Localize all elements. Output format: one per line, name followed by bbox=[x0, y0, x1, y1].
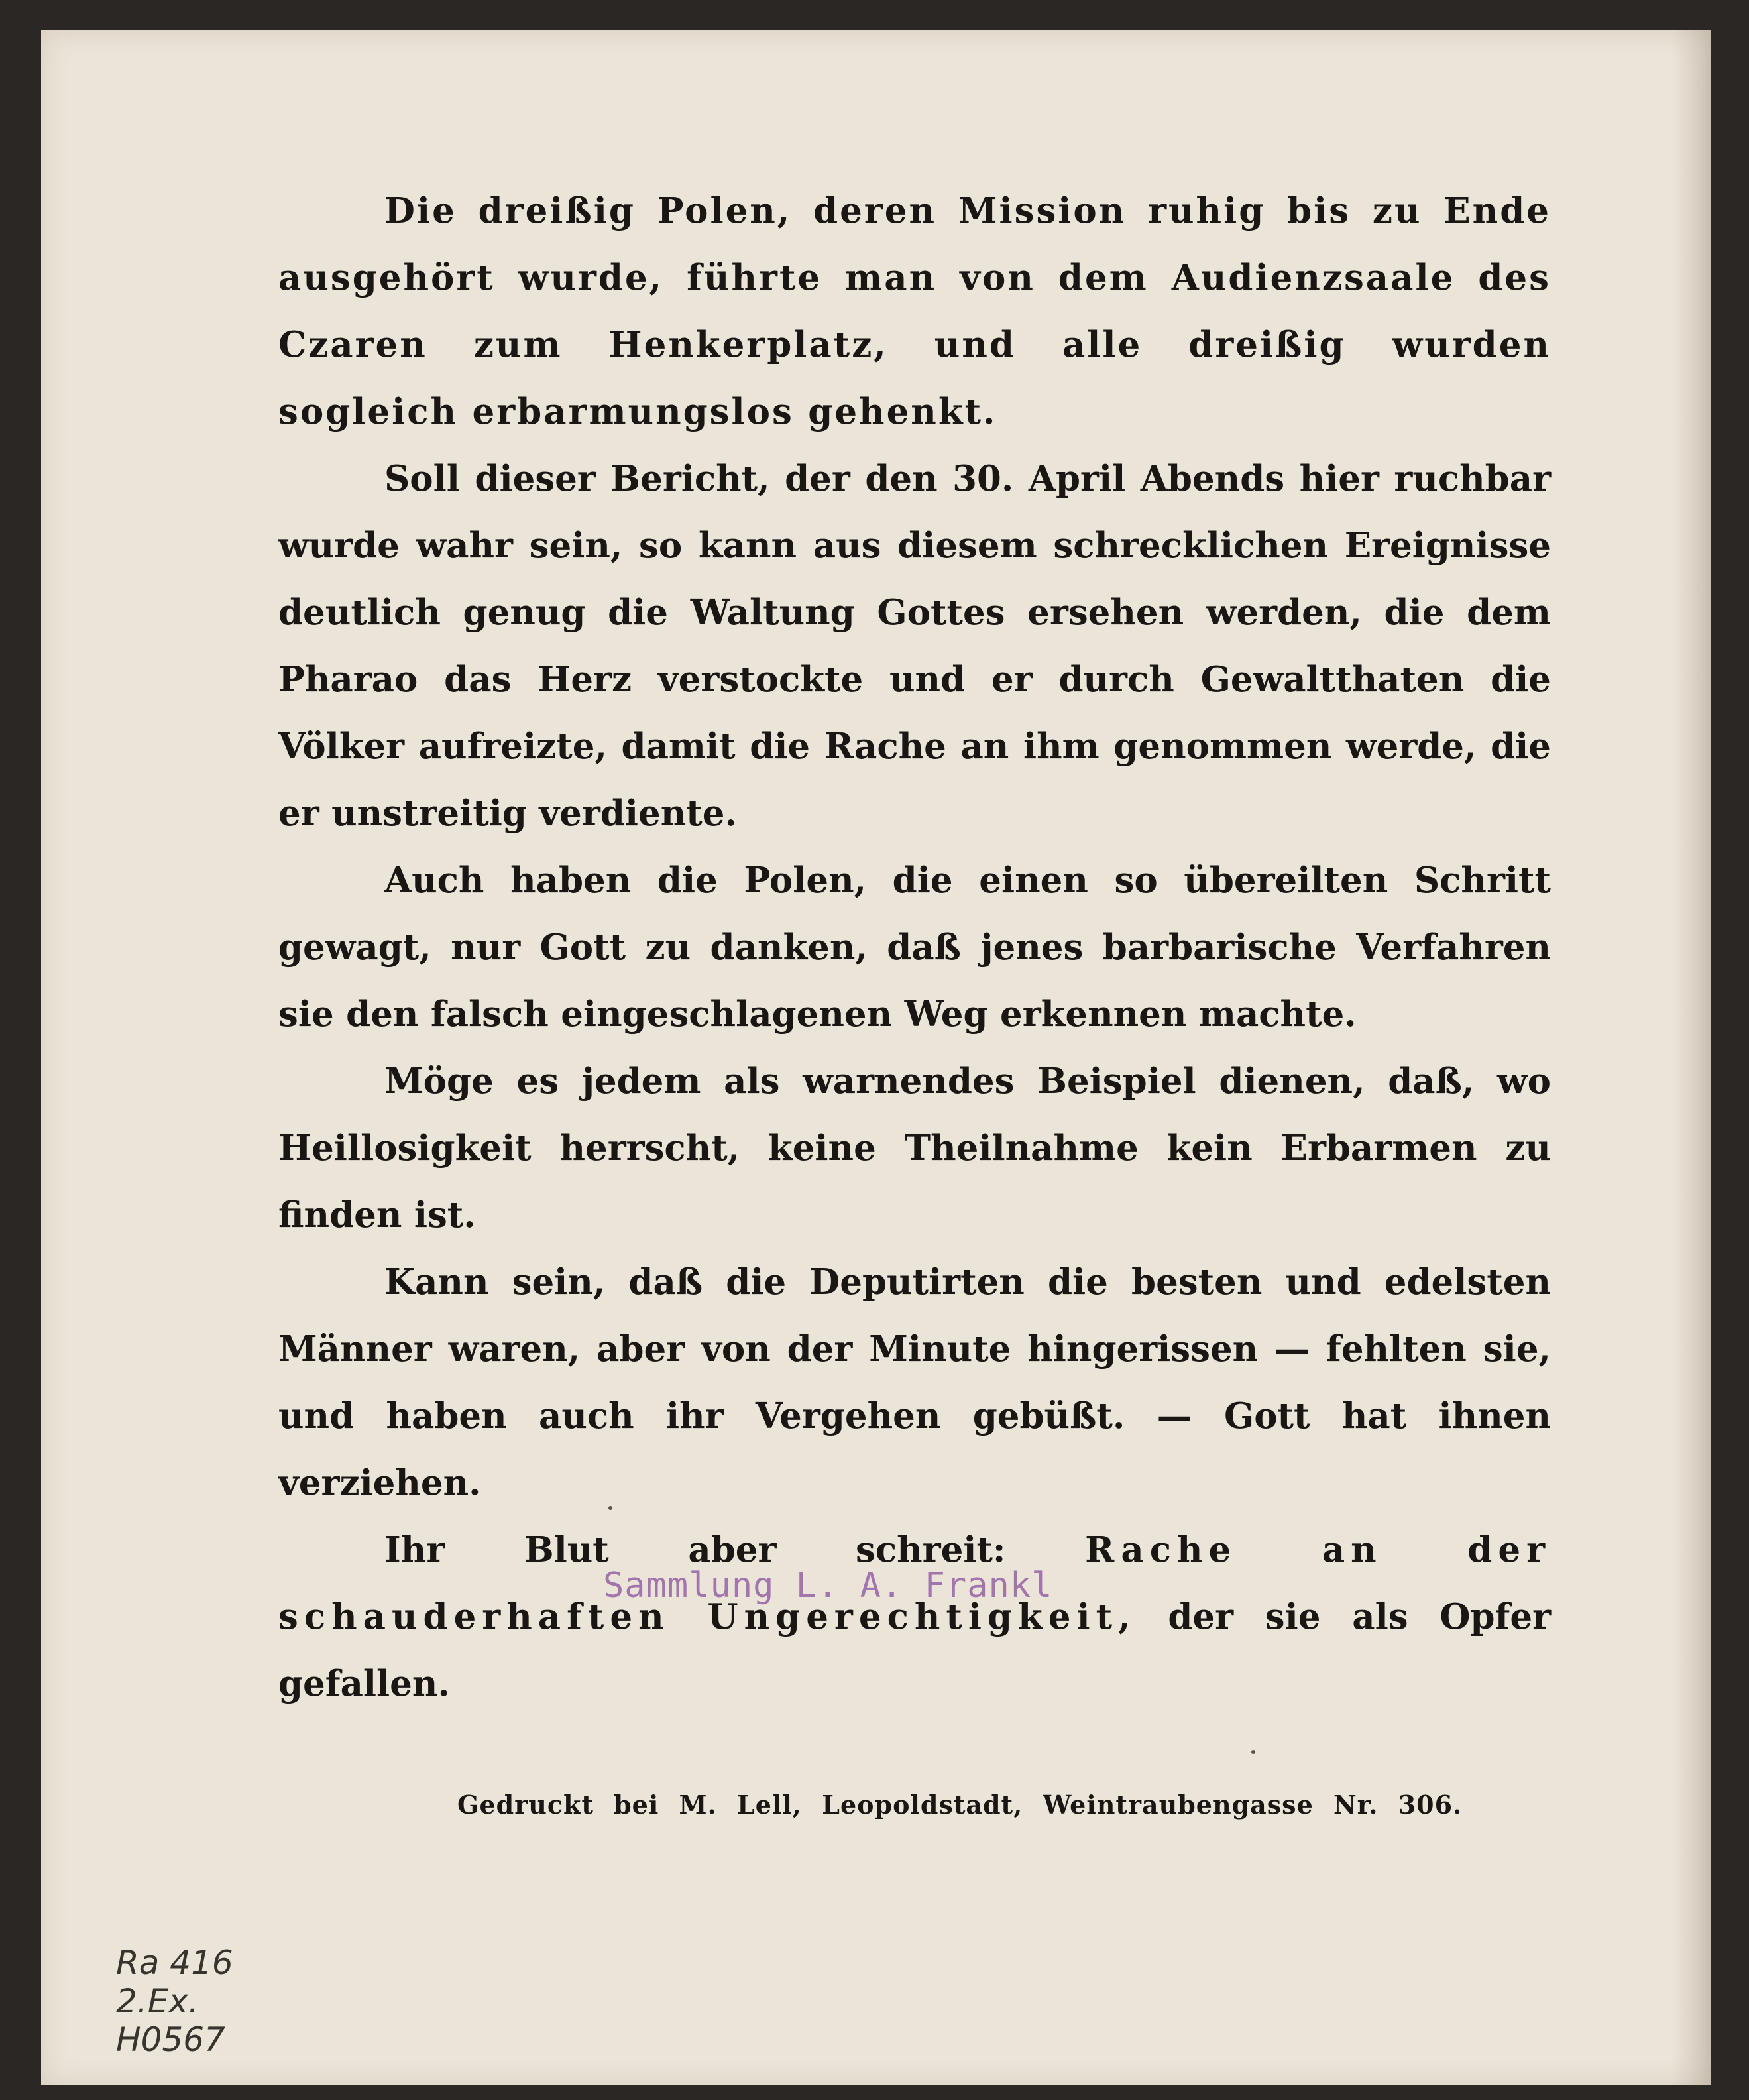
paragraph-6 bbox=[278, 1517, 1551, 1718]
paragraph-6-emphasis: Rache an der schauderhaften Ungerechtigkeit, bbox=[278, 1529, 1552, 1637]
handwritten-shelfmark bbox=[116, 1944, 315, 2059]
paragraph-5: Kann sein, daß die Deputirten die besten und edelsten Männer waren, aber von der Minute hingerissen — fehlten sie, und haben auch ihr Vergehen gebüßt. — Gott hat ihnen verziehen. bbox=[278, 1261, 1551, 1503]
shelfmark-line-2: H0567 bbox=[116, 2020, 225, 2059]
shelfmark-line-1: Ra 416 2.Ex. bbox=[116, 1944, 233, 2020]
paper-shadow-edge bbox=[1671, 30, 1711, 2085]
paragraph-6-tail: der sie als Opfer gefallen. bbox=[278, 1596, 1551, 1704]
paragraph-2: Soll dieser Bericht, der den 30. April Abends hier ruchbar wurde wahr sein, so kann aus diesem schrecklichen Ereignisse deutlich genug die Waltung Gottes ersehen werden, die dem Pharao das Herz verstockte und er durch Gewaltthaten die Völker aufreizte, damit die Rache an ihm genommen werde, die er unstreitig verdiente. bbox=[278, 458, 1551, 834]
paragraph-4: Möge es jedem als warnendes Beispiel dienen, daß, wo Heillosigkeit herrscht, keine Theilnahme kein Erbarmen zu finden ist. bbox=[278, 1061, 1551, 1236]
ink-speck bbox=[608, 1506, 612, 1510]
document-body bbox=[278, 178, 1551, 1718]
printer-imprint: Gedruckt bei M. Lell, Leopoldstadt, Weintraubengasse Nr. 306. bbox=[457, 1790, 1463, 1820]
collection-stamp: Sammlung L. A. Frankl bbox=[603, 1566, 1053, 1605]
paragraph-3: Auch haben die Polen, die einen so übereilten Schritt gewagt, nur Gott zu danken, daß jenes barbarische Verfahren sie den falsch eingeschlagenen Weg erkennen machte. bbox=[278, 860, 1551, 1035]
paragraph-1: Die dreißig Polen, deren Mission ruhig bis zu Ende ausgehört wurde, führte man von dem Audienzsaale des Czaren zum Henkerplatz, und alle dreißig wurden sogleich erbarmungslos gehenkt. bbox=[278, 190, 1551, 432]
ink-speck bbox=[1251, 1750, 1255, 1754]
paragraph-6-lead: Ihr Blut aber schreit: bbox=[384, 1529, 1006, 1570]
